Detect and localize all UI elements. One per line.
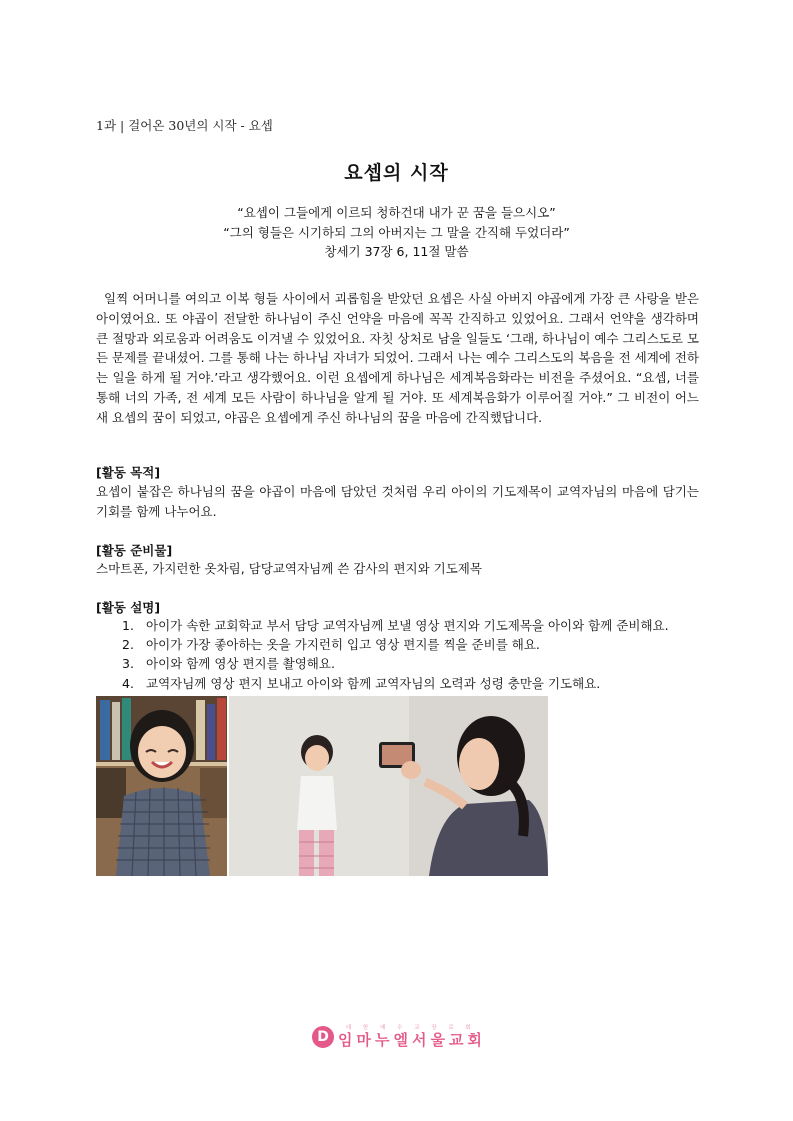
page-title: 요셉의 시작 xyxy=(344,162,449,184)
list-item: 3. 아이와 함께 영상 편지를 촬영해요. xyxy=(122,656,335,672)
church-logo-mark: D xyxy=(312,1026,334,1048)
verse-line-1: “요셉이 그들에게 이르되 청하건대 내가 꾼 꿈을 들으시오” xyxy=(237,205,556,220)
materials-text: 스마트폰, 가지런한 옷차림, 담당교역자님께 쓴 감사의 편지와 기도제목 xyxy=(96,561,482,576)
instructions-heading: [활동 설명] xyxy=(96,600,161,615)
church-logo-name: 임마누엘서울교회 xyxy=(338,1031,486,1049)
list-item: 4. 교역자님께 영상 편지 보내고 아이와 함께 교역자님의 오력과 성령 충만을 기도해요. xyxy=(122,675,601,691)
church-logo-subtitle: 대 한 예 수 교 장 로 회 xyxy=(346,1025,476,1031)
materials-heading: [활동 준비물] xyxy=(96,543,173,558)
verse-reference: 창세기 37장 6, 11절 말씀 xyxy=(324,244,469,259)
purpose-text: 요셉이 붙잡은 하나님의 꿈을 야곱이 마음에 담았던 것처럼 우리 아이의 기도제목이 교역자님의 마음에 담기는 기회를 함께 나누어요. xyxy=(96,484,699,519)
list-item: 2. 아이가 가장 좋아하는 옷을 가지런히 입고 영상 편지를 찍을 준비를 해요. xyxy=(122,637,540,653)
story-paragraph: 일찍 어머니를 여의고 이복 형들 사이에서 괴롭힘을 받았던 요셉은 사실 아버지 야곱에게 가장 큰 사랑을 받은 아이였어요. 또 야곱이 전달한 하나님이 주신 언약을 마음에 꼭꼭 간직하고 있었어요. 그래서 언약을 생각하며 큰 절망과 외로움과 어려움도 이겨낼 수 있었어요. 자칫 상처로 남을 일들도 ‘그래, 하나님이 예수 그리스도로 모든 문제를 끝내셨어. 그를 통해 나는 하나님 자녀가 되었어. 그래서 나는 예수 그리스도의 복음을 전 세계에 전하는 일을 하게 될 거야.’라고 생각했어요. 이런 요셉에게 하나님은 세계복음화라는 비전을 주셨어요. “요셉, 너를 통해 너의 가족, 전 세계 모든 사람이 하나님을 알게 될 거야. 또 세계복음화가 이루어질 거야.” 그 비전이 어느새 요셉의 꿈이 되었고, 야곱은 요셉에게 주신 하나님의 꿈을 마음에 간직했답니다. xyxy=(96,291,699,425)
video-recording-photo xyxy=(229,696,548,876)
child-portrait-photo xyxy=(96,696,227,876)
lesson-header: 1과 | 걸어온 30년의 시작 - 요셉 xyxy=(96,118,273,133)
church-logo xyxy=(312,1025,486,1049)
purpose-heading: [활동 목적] xyxy=(96,465,161,480)
instructions-list xyxy=(96,616,669,693)
list-item: 1. 아이가 속한 교회학교 부서 담당 교역자님께 보낼 영상 편지와 기도제목을 아이와 함께 준비해요. xyxy=(122,618,669,633)
scripture-quote xyxy=(0,203,793,262)
verse-line-2: “그의 형들은 시기하되 그의 아버지는 그 말을 간직해 두었더라” xyxy=(223,224,570,240)
